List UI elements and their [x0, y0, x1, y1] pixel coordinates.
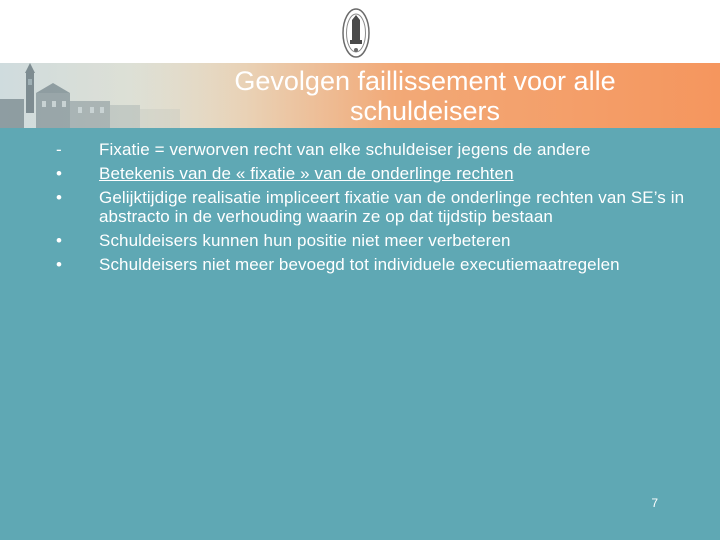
bullet-marker: •: [56, 255, 62, 274]
list-item: [54, 140, 694, 159]
list-item-text: Gelijktijdige realisatie impliceert fixatie van de onderlinge rechten van SE’s in abstracto in de verhouding waarin ze op dat tijdstip bestaan: [99, 188, 685, 226]
page-number: 7: [651, 496, 658, 510]
dash-marker: -: [56, 140, 62, 159]
header-band: [0, 0, 720, 63]
list-item: [54, 164, 694, 183]
list-item-text: Fixatie = verworven recht van elke schuldeiser jegens de andere: [99, 140, 591, 159]
list-item-text: Betekenis van de « fixatie » van de onderlinge rechten: [99, 164, 514, 183]
university-seal-icon: [341, 6, 371, 60]
bullet-marker: •: [56, 231, 62, 250]
slide-title: Gevolgen faillissement voor alle schuldeisers: [234, 65, 616, 126]
bullet-list: [54, 140, 694, 279]
list-item-text: Schuldeisers niet meer bevoegd tot individuele executiemaatregelen: [99, 255, 620, 274]
list-item: [54, 231, 694, 250]
list-item: [54, 255, 694, 274]
bullet-marker: •: [56, 164, 62, 183]
list-item-text: Schuldeisers kunnen hun positie niet meer verbeteren: [99, 231, 511, 250]
content-area: [0, 128, 720, 540]
list-item: [54, 188, 694, 226]
bullet-marker: •: [56, 188, 62, 207]
